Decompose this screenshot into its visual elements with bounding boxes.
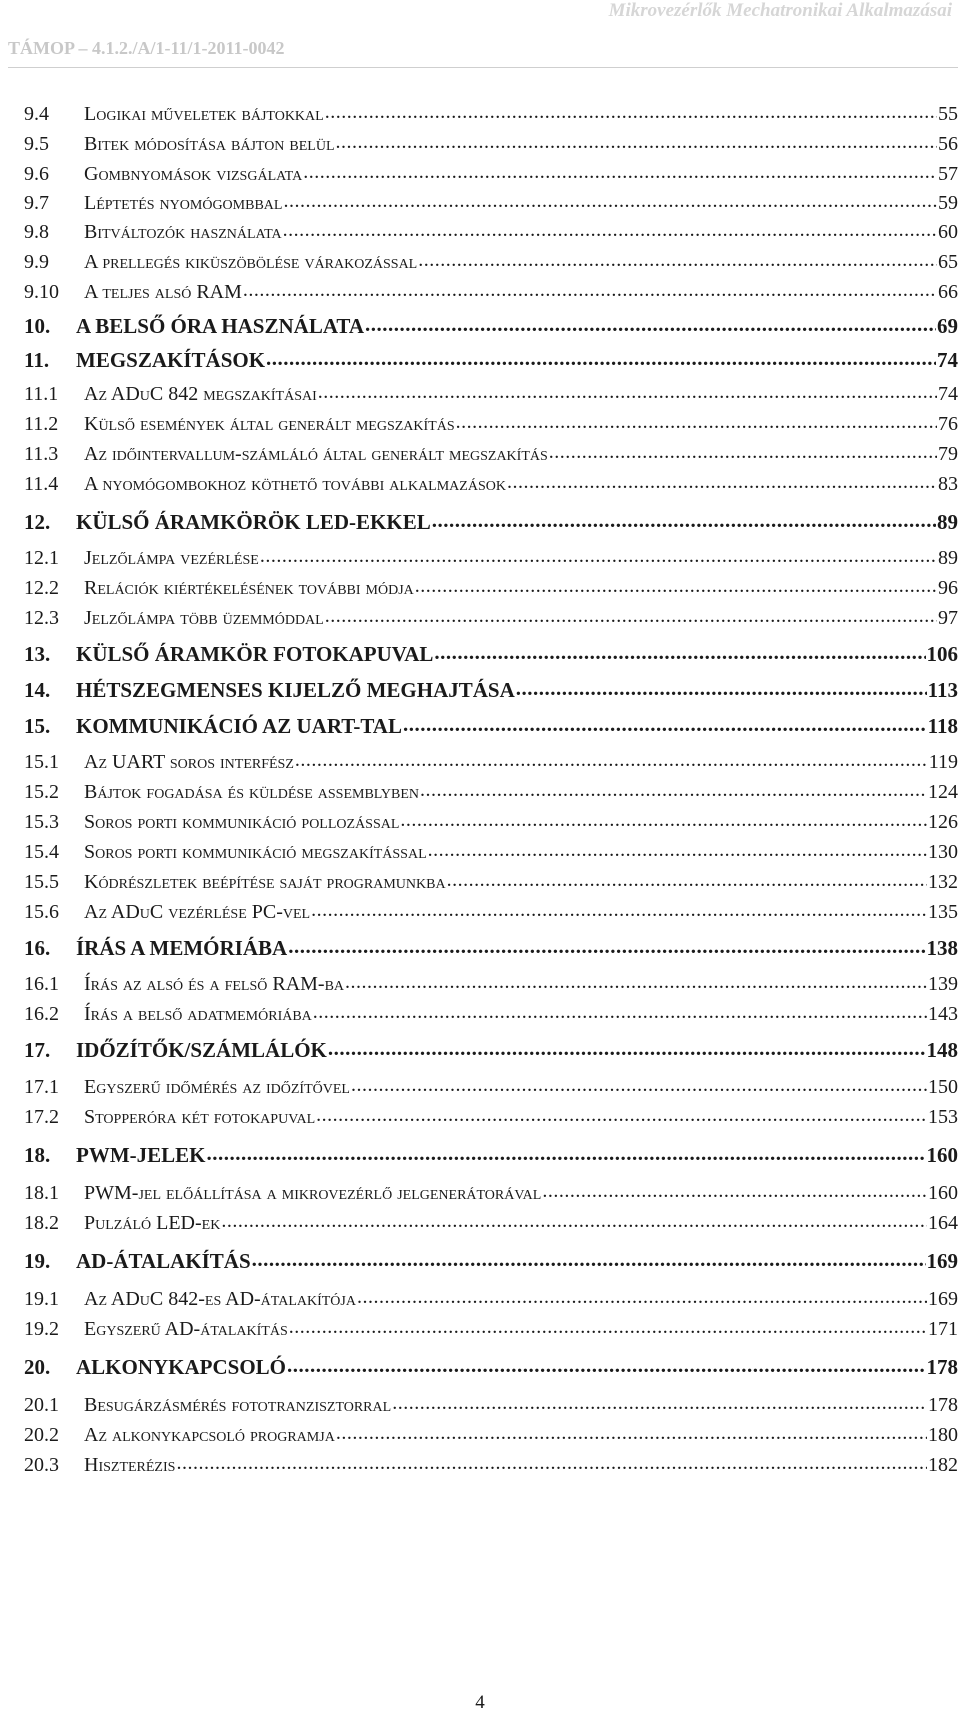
dot-leader — [336, 1421, 927, 1441]
dot-leader — [266, 346, 936, 367]
toc-entry-number: 9.8 — [24, 221, 49, 243]
toc-entry-number: 15. — [24, 714, 51, 738]
toc-entry-title: Stopperóra két fotokapuval — [84, 1106, 316, 1128]
dot-leader — [289, 1315, 927, 1335]
toc-entry-title: IDŐZÍTŐK/SZÁMLÁLÓK — [76, 1038, 327, 1062]
toc-entry-page: 130 — [928, 841, 958, 863]
dot-leader — [252, 1247, 926, 1268]
dot-leader — [260, 544, 937, 564]
toc-entry-number: 15.5 — [24, 871, 59, 893]
toc-entry-page: 69 — [937, 314, 958, 338]
toc-entry-title: Bitváltozók használata — [84, 221, 282, 243]
toc-section-entry[interactable] — [24, 130, 958, 160]
dot-leader — [507, 470, 937, 490]
toc-section-entry[interactable] — [24, 574, 958, 604]
toc-section-entry[interactable] — [24, 808, 958, 838]
toc-entry-page: 164 — [928, 1212, 958, 1234]
toc-entry-page: 132 — [928, 871, 958, 893]
toc-entry-page: 76 — [938, 413, 958, 435]
toc-section-entry[interactable] — [24, 1179, 958, 1209]
toc-entry-title: MEGSZAKÍTÁSOK — [76, 348, 266, 372]
toc-entry-title: Kódrészletek beépítése saját programunkba — [84, 871, 446, 893]
page-number: 4 — [475, 1692, 485, 1713]
toc-entry-number: 9.5 — [24, 133, 49, 155]
toc-entry-page: 171 — [928, 1318, 958, 1340]
dot-leader — [303, 160, 937, 180]
toc-section-entry[interactable] — [24, 1391, 958, 1421]
toc-entry-number: 14. — [24, 678, 51, 702]
toc-entry-page: 83 — [938, 473, 958, 495]
toc-entry-page: 169 — [926, 1249, 958, 1273]
dot-leader — [283, 218, 937, 238]
dot-leader — [428, 838, 927, 858]
toc-entry-title: A BELSŐ ÓRA HASZNÁLATA — [76, 314, 365, 338]
toc-section-entry[interactable] — [24, 410, 958, 440]
toc-section-entry[interactable] — [24, 1103, 958, 1133]
toc-entry-title: Jelzőlámpa vezérlése — [84, 547, 259, 569]
toc-entry-number: 9.4 — [24, 103, 49, 125]
toc-section-entry[interactable] — [24, 1209, 958, 1239]
dot-leader — [283, 189, 937, 209]
dot-leader — [288, 934, 925, 955]
toc-entry-title: Relációk kiértékelésének további módja — [84, 577, 414, 599]
toc-entry-title: Logikai műveletek bájtokkal — [84, 103, 324, 125]
toc-entry-page: 56 — [938, 133, 958, 155]
toc-entry-page: 60 — [938, 221, 958, 243]
toc-chapter-entry[interactable] — [24, 1353, 958, 1383]
toc-entry-page: 148 — [926, 1038, 958, 1062]
toc-entry-number: 15.6 — [24, 901, 59, 923]
toc-entry-page: 126 — [928, 811, 958, 833]
toc-entry-number: 12. — [24, 510, 51, 534]
toc-entry-title: Az ADuC vezérlése PC-vel — [84, 901, 311, 923]
toc-entry-page: 169 — [928, 1288, 958, 1310]
dot-leader — [420, 778, 927, 798]
toc-entry-number: 15.2 — [24, 781, 59, 803]
toc-entry-title: A teljes alsó RAM — [84, 281, 242, 303]
toc-section-entry[interactable] — [24, 748, 958, 778]
toc-entry-page: 178 — [926, 1355, 958, 1379]
dot-leader — [392, 1391, 927, 1411]
toc-section-entry[interactable] — [24, 1315, 958, 1345]
toc-section-entry[interactable] — [24, 218, 958, 248]
toc-chapter-entry[interactable] — [24, 346, 958, 376]
toc-entry-page: 106 — [926, 642, 958, 666]
toc-entry-page: 182 — [928, 1454, 958, 1476]
toc-entry-title: Pulzáló LED-ek — [84, 1212, 221, 1234]
header-divider — [8, 67, 958, 68]
toc-entry-page: 74 — [938, 383, 958, 405]
toc-entry-title: ALKONYKAPCSOLÓ — [76, 1355, 287, 1379]
toc-section-entry[interactable] — [24, 189, 958, 219]
toc-entry-page: 55 — [938, 103, 958, 125]
toc-entry-number: 20. — [24, 1355, 51, 1379]
toc-section-entry[interactable] — [24, 970, 958, 1000]
toc-entry-title: ÍRÁS A MEMÓRIÁBA — [76, 936, 288, 960]
dot-leader — [287, 1353, 925, 1374]
toc-entry-number: 9.7 — [24, 192, 49, 214]
toc-entry-title: Írás a belső adatmemóriába — [84, 1003, 312, 1025]
dot-leader — [325, 100, 937, 120]
toc-section-entry[interactable] — [24, 838, 958, 868]
toc-section-entry[interactable] — [24, 1421, 958, 1451]
dot-leader — [295, 748, 928, 768]
toc-chapter-entry[interactable] — [24, 934, 958, 964]
toc-entry-page: 65 — [938, 251, 958, 273]
toc-entry-page: 57 — [938, 163, 958, 185]
toc-entry-number: 12.3 — [24, 607, 59, 629]
toc-entry-number: 18. — [24, 1143, 51, 1167]
toc-chapter-entry[interactable] — [24, 1141, 958, 1171]
dot-leader — [207, 1141, 926, 1162]
toc-entry-number: 20.1 — [24, 1394, 59, 1416]
toc-entry-number: 13. — [24, 642, 51, 666]
toc-entry-title: Az ADuC 842-es AD-átalakítója — [84, 1288, 356, 1310]
dot-leader — [542, 1179, 927, 1199]
toc-entry-page: 178 — [928, 1394, 958, 1416]
toc-entry-number: 12.2 — [24, 577, 59, 599]
running-header-project-code: TÁMOP – 4.1.2./A/1-11/1-2011-0042 — [8, 38, 285, 58]
toc-entry-title: Hiszterézis — [84, 1454, 176, 1476]
toc-entry-title: KÜLSŐ ÁRAMKÖR FOTOKAPUVAL — [76, 642, 434, 666]
dot-leader — [456, 410, 937, 430]
toc-entry-page: 139 — [928, 973, 958, 995]
dot-leader — [400, 808, 927, 828]
toc-entry-page: 135 — [928, 901, 958, 923]
toc-entry-title: PWM-jel előállítása a mikrovezérlő jelgenerátorával — [84, 1182, 542, 1204]
dot-leader — [415, 574, 937, 594]
toc-entry-title: Az UART soros interfész — [84, 751, 294, 773]
toc-entry-page: 119 — [928, 751, 958, 773]
dot-leader — [311, 898, 927, 918]
toc-entry-number: 15.1 — [24, 751, 59, 773]
toc-entry-page: 153 — [928, 1106, 958, 1128]
dot-leader — [345, 970, 927, 990]
toc-entry-number: 16.2 — [24, 1003, 59, 1025]
toc-entry-number: 9.9 — [24, 251, 49, 273]
toc-section-entry[interactable] — [24, 898, 958, 928]
toc-entry-page: 89 — [938, 547, 958, 569]
toc-entry-page: 79 — [938, 443, 958, 465]
toc-section-entry[interactable] — [24, 100, 958, 130]
toc-entry-number: 18.1 — [24, 1182, 59, 1204]
toc-entry-title: PWM-JELEK — [76, 1143, 206, 1167]
toc-section-entry[interactable] — [24, 778, 958, 808]
toc-entry-page: 66 — [938, 281, 958, 303]
toc-entry-number: 12.1 — [24, 547, 59, 569]
toc-entry-page: 96 — [938, 577, 958, 599]
toc-entry-title: Bitek módosítása bájton belül — [84, 133, 335, 155]
toc-entry-title: Egyszerű időmérés az időzítővel — [84, 1076, 350, 1098]
toc-entry-page: 180 — [928, 1424, 958, 1446]
toc-entry-page: 160 — [926, 1143, 958, 1167]
toc-entry-title: Soros porti kommunikáció pollozással — [84, 811, 400, 833]
toc-chapter-entry[interactable] — [24, 312, 958, 342]
toc-entry-title: AD-ÁTALAKÍTÁS — [76, 1249, 251, 1273]
running-header-title: Mikrovezérlők Mechatronikai Alkalmazásai — [608, 0, 952, 21]
toc-entry-title: Soros porti kommunikáció megszakítással — [84, 841, 427, 863]
dot-leader — [516, 676, 927, 697]
toc-entry-page: 74 — [937, 348, 958, 372]
toc-chapter-entry[interactable] — [24, 508, 958, 538]
toc-entry-number: 16. — [24, 936, 51, 960]
toc-entry-title: Az ADuC 842 megszakításai — [84, 383, 317, 405]
toc-chapter-entry[interactable] — [24, 1247, 958, 1277]
dot-leader — [243, 278, 937, 298]
toc-entry-page: 97 — [938, 607, 958, 629]
toc-entry-number: 17.1 — [24, 1076, 59, 1098]
dot-leader — [434, 640, 925, 661]
toc-entry-title: Az időintervallum-számláló által generált megszakítás — [84, 443, 548, 465]
toc-entry-number: 9.6 — [24, 163, 49, 185]
toc-section-entry[interactable] — [24, 1451, 958, 1481]
dot-leader — [549, 440, 937, 460]
dot-leader — [403, 712, 927, 733]
toc-entry-page: 113 — [927, 678, 958, 702]
toc-entry-number: 19.2 — [24, 1318, 59, 1340]
dot-leader — [176, 1451, 927, 1471]
toc-chapter-entry[interactable] — [24, 1036, 958, 1066]
toc-entry-page: 160 — [928, 1182, 958, 1204]
toc-entry-title: Az alkonykapcsoló programja — [84, 1424, 335, 1446]
toc-section-entry[interactable] — [24, 248, 958, 278]
toc-entry-page: 138 — [926, 936, 958, 960]
dot-leader — [447, 868, 927, 888]
dot-leader — [325, 604, 937, 624]
toc-entry-number: 10. — [24, 314, 51, 338]
toc-entry-title: Léptetés nyomógombbal — [84, 192, 283, 214]
toc-entry-number: 16.1 — [24, 973, 59, 995]
toc-entry-title: KOMMUNIKÁCIÓ AZ UART-TAL — [76, 714, 402, 738]
toc-entry-number: 17. — [24, 1038, 51, 1062]
toc-entry-number: 11. — [24, 348, 50, 372]
toc-entry-title: Jelzőlámpa több üzemmóddal — [84, 607, 324, 629]
toc-section-entry[interactable] — [24, 470, 958, 500]
toc-entry-title: Írás az alsó és a felső RAM-ba — [84, 973, 345, 995]
toc-entry-title: Gombnyomások vizsgálata — [84, 163, 303, 185]
toc-entry-title: A nyomógombokhoz köthető további alkalmazások — [84, 473, 506, 495]
toc-section-entry[interactable] — [24, 1073, 958, 1103]
dot-leader — [313, 1000, 927, 1020]
toc-entry-title: HÉTSZEGMENSES KIJELZŐ MEGHAJTÁSA — [76, 678, 515, 702]
toc-entry-page: 118 — [927, 714, 958, 738]
toc-entry-number: 11.4 — [24, 473, 59, 495]
dot-leader — [418, 248, 937, 268]
toc-chapter-entry[interactable] — [24, 712, 958, 742]
toc-section-entry[interactable] — [24, 604, 958, 634]
toc-entry-number: 19. — [24, 1249, 51, 1273]
toc-entry-page: 124 — [928, 781, 958, 803]
toc-entry-number: 18.2 — [24, 1212, 59, 1234]
toc-entry-title: Egyszerű AD-átalakítás — [84, 1318, 288, 1340]
toc-entry-page: 59 — [938, 192, 958, 214]
toc-entry-number: 20.2 — [24, 1424, 59, 1446]
toc-section-entry[interactable] — [24, 868, 958, 898]
toc-entry-number: 17.2 — [24, 1106, 59, 1128]
toc-section-entry[interactable] — [24, 278, 958, 308]
toc-entry-page: 150 — [928, 1076, 958, 1098]
toc-entry-title: A prellegés kiküszöbölése várakozással — [84, 251, 418, 273]
dot-leader — [357, 1285, 927, 1305]
toc-entry-title: Külső események által generált megszakítás — [84, 413, 455, 435]
dot-leader — [351, 1073, 927, 1093]
dot-leader — [318, 380, 937, 400]
toc-entry-title: Besugárzásmérés fototranzisztorral — [84, 1394, 392, 1416]
toc-section-entry[interactable] — [24, 440, 958, 470]
toc-entry-number: 11.3 — [24, 443, 59, 465]
toc-entry-title: Bájtok fogadása és küldése assemblyben — [84, 781, 420, 803]
toc-chapter-entry[interactable] — [24, 640, 958, 670]
toc-chapter-entry[interactable] — [24, 676, 958, 706]
dot-leader — [365, 312, 936, 333]
dot-leader — [221, 1209, 927, 1229]
dot-leader — [336, 130, 937, 150]
toc-section-entry[interactable] — [24, 1000, 958, 1030]
toc-entry-number: 11.1 — [24, 383, 59, 405]
dot-leader — [316, 1103, 927, 1123]
dot-leader — [328, 1036, 926, 1057]
toc-entry-number: 11.2 — [24, 413, 59, 435]
toc-section-entry[interactable] — [24, 1285, 958, 1315]
toc-section-entry[interactable] — [24, 380, 958, 410]
toc-entry-number: 20.3 — [24, 1454, 59, 1476]
toc-entry-page: 89 — [937, 510, 958, 534]
toc-entry-number: 15.3 — [24, 811, 59, 833]
toc-entry-page: 143 — [928, 1003, 958, 1025]
toc-entry-number: 9.10 — [24, 281, 59, 303]
dot-leader — [432, 508, 936, 529]
toc-entry-number: 15.4 — [24, 841, 59, 863]
toc-section-entry[interactable] — [24, 544, 958, 574]
toc-entry-number: 19.1 — [24, 1288, 59, 1310]
toc-section-entry[interactable] — [24, 160, 958, 190]
toc-entry-title: KÜLSŐ ÁRAMKÖRÖK LED-EKKEL — [76, 510, 431, 534]
